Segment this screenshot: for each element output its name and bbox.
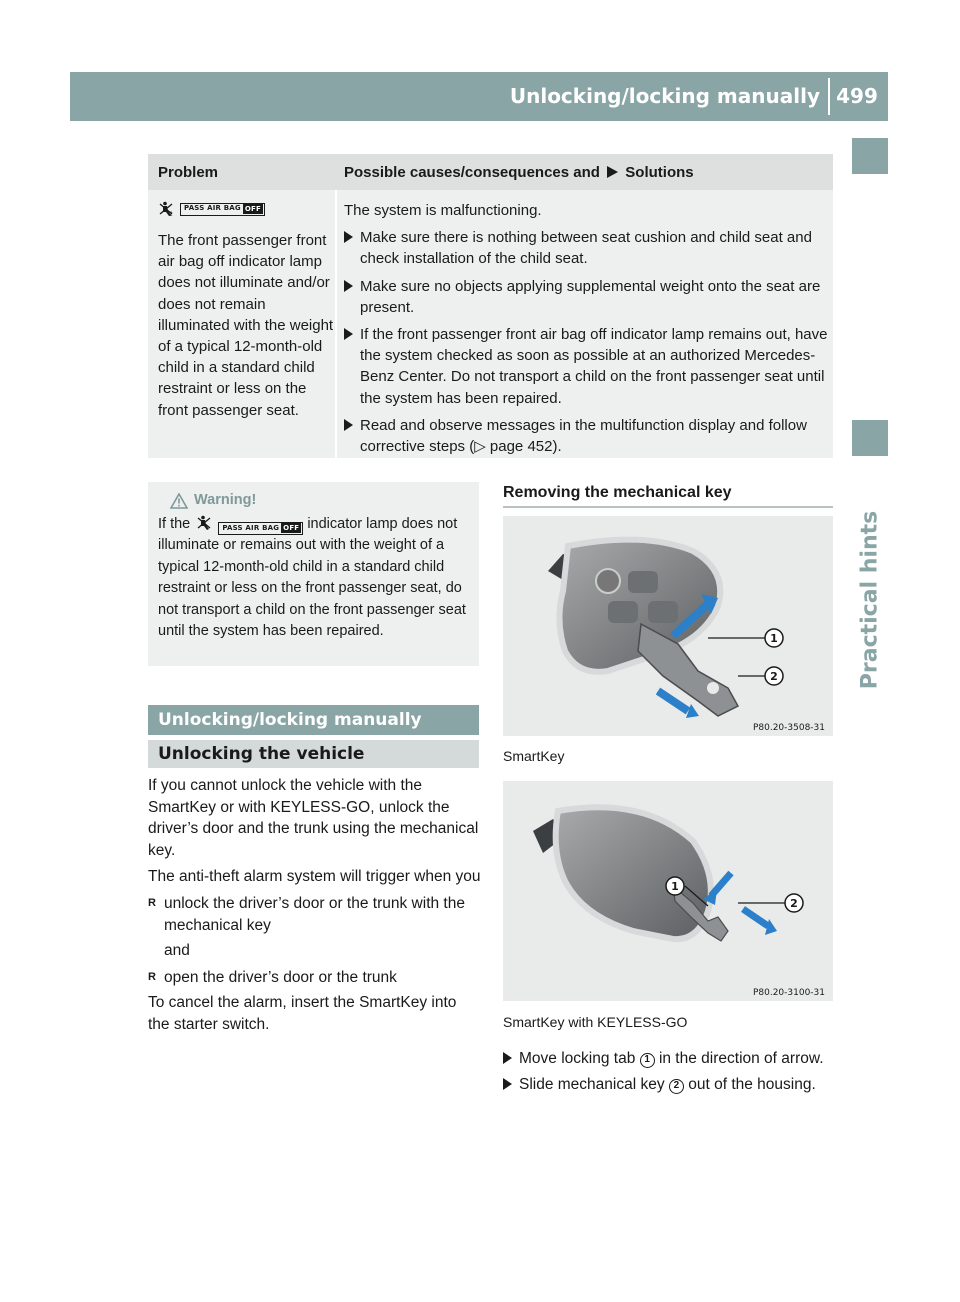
header-title: Unlocking/locking manually: [509, 84, 820, 108]
list-item-text: unlock the driver’s door or the trunk with the mechanical key: [164, 894, 465, 934]
arrow-right-icon: [607, 166, 618, 178]
callout-2: 2: [770, 670, 778, 683]
pass-airbag-off-badge: [180, 203, 265, 216]
badge-off-text: OFF: [283, 524, 300, 533]
solution-step: [344, 324, 828, 409]
right-heading: Removing the mechanical key: [503, 484, 732, 501]
step-arrow-icon: [344, 231, 353, 243]
instruction-step: [503, 1048, 835, 1070]
step-arrow-icon: [503, 1052, 512, 1064]
section-heading: Unlocking/locking manually: [148, 705, 479, 735]
solutions-cell: [344, 200, 828, 457]
page-header: [70, 72, 888, 121]
svg-text:2: 2: [169, 211, 173, 217]
passenger-seat-icon: [158, 201, 174, 217]
problem-table: [148, 154, 833, 458]
paragraph: To cancel the alarm, insert the SmartKey into the starter switch.: [148, 994, 457, 1033]
table-header: [148, 154, 833, 190]
problem-description: The front passenger front air bag off indicator lamp does not illuminate and/or does not remain illuminated with the weight of a typical 12-month-old child in a standard child restraint or less on the front passenger seat.: [158, 232, 334, 419]
side-tab-marker: [852, 138, 888, 174]
conjunction: and: [164, 942, 190, 960]
passenger-seat-icon: [196, 515, 212, 531]
solution-step: [344, 415, 828, 457]
instruction-step: [503, 1074, 835, 1096]
side-tab-marker-lower: [852, 420, 888, 456]
paragraph: If you cannot unlock the vehicle with the SmartKey or with KEYLESS-GO, unlock the driver’s door and the trunk using the mechanical key.: [148, 777, 479, 859]
col-causes-header: [344, 164, 694, 181]
callout-1-ref: 1: [640, 1053, 655, 1068]
step-text: Make sure there is nothing between seat cushion and child seat and check installation of the child seat.: [360, 229, 812, 268]
step-arrow-icon: [344, 328, 353, 340]
step-text: If the front passenger front air bag off indicator lamp remains out, have the system checked as soon as possible at an authorized Mercedes-Benz Center. Do not transport a child on the front passenger seat until the system has been repaired.: [360, 326, 828, 407]
solution-step: [344, 276, 828, 318]
callout-1: 1: [671, 880, 679, 893]
warning-text-start: If the: [158, 515, 191, 532]
figure-caption: SmartKey: [503, 748, 565, 764]
col-problem-header: Problem: [158, 164, 219, 181]
figure-code: P80.20-3508-31: [752, 723, 825, 733]
warning-text-rest: indicator lamp does not illuminate or remains out with the weight of a typical 12-month-old child in a standard child restraint or less on the front passenger seat, do not transport a child on the front passenger seat until the system has been repaired.: [158, 515, 466, 639]
side-label-text: Practical hints: [857, 510, 883, 690]
problem-cell: [158, 200, 334, 421]
solution-step: [344, 227, 828, 269]
removal-steps: [503, 1044, 835, 1099]
warning-title: [170, 490, 469, 512]
step-arrow-icon: [503, 1078, 512, 1090]
figure-code: P80.20-3100-31: [752, 988, 825, 998]
step-text: Read and observe messages in the multifunction display and follow corrective steps (▷ page 452).: [360, 416, 807, 456]
list-item: [148, 967, 482, 989]
unlocking-body: [148, 775, 482, 1041]
step-text: Make sure no objects applying supplemental weight onto the seat are present.: [360, 277, 821, 316]
warning-triangle-icon: [170, 493, 188, 509]
heading-rule: [503, 506, 833, 508]
badge-text: PASS AIR BAG: [222, 523, 280, 532]
list-item: [148, 893, 482, 936]
subsection-heading: Unlocking the vehicle: [148, 740, 479, 768]
paragraph: The anti-theft alarm system will trigger when you: [148, 868, 481, 886]
list-item-text: open the driver’s door or the trunk: [164, 968, 397, 986]
header-divider: [828, 78, 830, 115]
column-divider: [335, 190, 337, 458]
smartkey-figure: [503, 516, 833, 736]
pass-airbag-off-badge: [218, 522, 303, 535]
keyless-go-figure: [503, 781, 833, 1001]
step-text: Move locking tab: [519, 1050, 636, 1067]
figure-caption: SmartKey with KEYLESS-GO: [503, 1014, 688, 1030]
step-arrow-icon: [344, 419, 353, 431]
col-solutions-text: Solutions: [625, 164, 694, 181]
page-number: 499: [836, 84, 878, 108]
callout-2-ref: 2: [669, 1079, 684, 1094]
bullet-marker: R: [148, 970, 156, 983]
col-causes-text: Possible causes/consequences and: [344, 164, 600, 181]
badge-text: PASS AIR BAG: [184, 204, 241, 213]
step-text: Slide mechanical key: [519, 1075, 665, 1093]
step-text: in the direction of arrow.: [658, 1050, 824, 1067]
keyless-go-illustration: [503, 781, 833, 1001]
step-text: out of the housing.: [688, 1075, 816, 1093]
badge-off-text: OFF: [244, 205, 261, 213]
callout-1: 1: [770, 632, 778, 645]
step-arrow-icon: [344, 280, 353, 292]
section-side-label: [848, 480, 892, 720]
warning-text: [158, 514, 469, 643]
warning-box: [148, 482, 479, 666]
smartkey-illustration: [503, 516, 833, 736]
callout-2: 2: [790, 897, 798, 910]
indicator-icons: [158, 200, 334, 218]
cause-text: The system is malfunctioning.: [344, 202, 542, 219]
warning-title-text: Warning!: [194, 492, 257, 508]
bullet-marker: R: [148, 896, 156, 909]
